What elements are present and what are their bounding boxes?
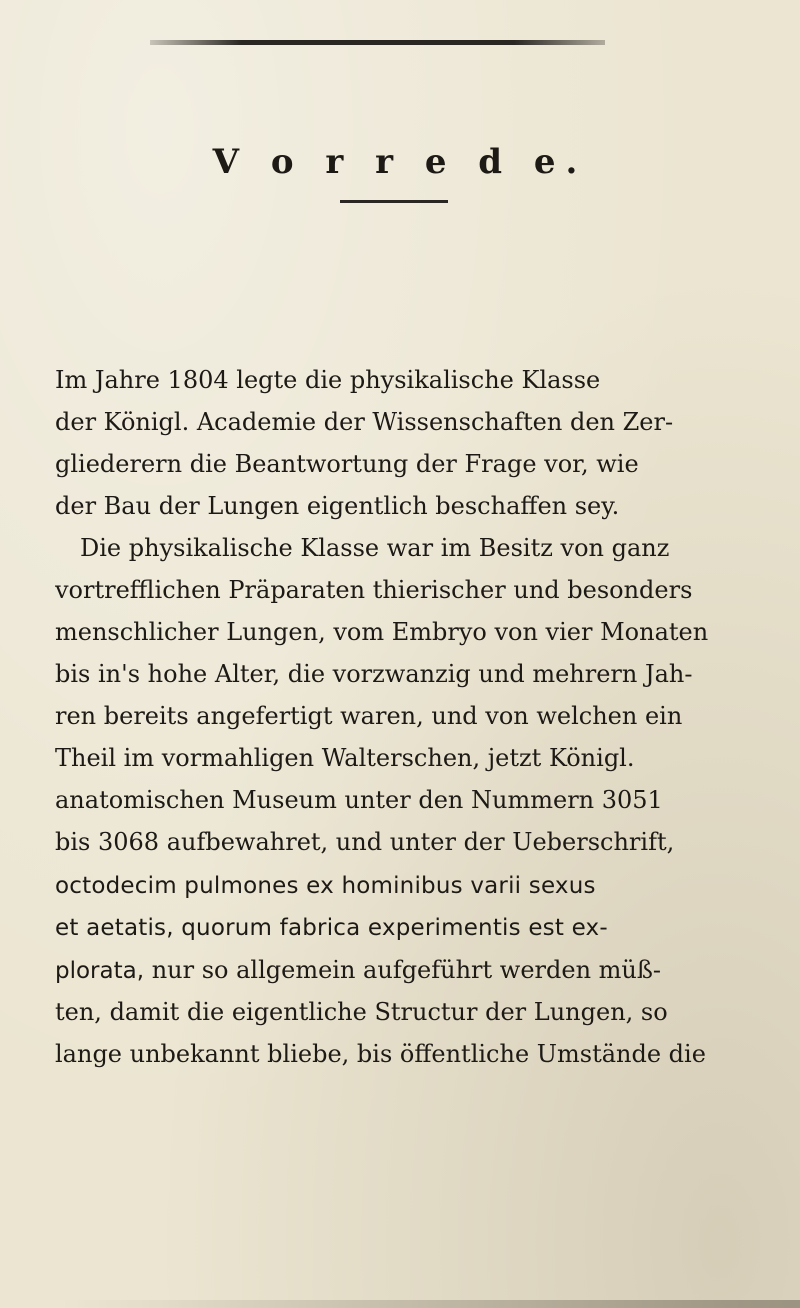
text-line-8: bis in's hohe Alter, die vorzwanzig und mehrern Jah- <box>55 660 693 688</box>
text-line-11: anatomischen Museum unter den Nummern 3051 <box>55 786 663 814</box>
page-heading: V o r r e d e. <box>212 142 588 182</box>
text-line-9: ren bereits angefertigt waren, und von welchen ein <box>55 702 683 730</box>
text-line-10: Theil im vormahligen Walterschen, jetzt Königl. <box>55 744 635 772</box>
text-line-5: Die physikalische Klasse war im Besitz von ganz <box>80 534 670 562</box>
latin-line-2: et aetatis, quorum fabrica experimentis est ex- <box>55 915 608 941</box>
text-line-7: menschlicher Lungen, vom Embryo von vier Monaten <box>55 618 709 646</box>
latin-line-1: octodecim pulmones ex hominibus varii sexus <box>55 873 596 899</box>
text-line-6: vortrefflichen Präparaten thierischer und besonders <box>55 576 693 604</box>
text-line-15: ten, damit die eigentliche Structur der Lungen, so <box>55 998 668 1026</box>
mixed-line-german: nur so allgemein aufgeführt werden müß- <box>151 956 662 984</box>
mixed-line <box>55 955 755 986</box>
text-line-12: bis 3068 aufbewahret, und unter der Ueberschrift, <box>55 828 675 856</box>
text-line-2: der Königl. Academie der Wissenschaften den Zer- <box>55 408 674 436</box>
text-line-16: lange unbekannt bliebe, bis öffentliche Umstände die <box>55 1040 706 1068</box>
text-line-3: gliederern die Beantwortung der Frage vor, wie <box>55 450 639 478</box>
page-bottom-shadow <box>60 1300 800 1308</box>
text-line-4: der Bau der Lungen eigentlich beschaffen sey. <box>55 492 620 520</box>
mixed-line-latin: plorata, <box>55 958 145 984</box>
text-line-1: Im Jahre 1804 legte die physikalische Klasse <box>55 366 601 394</box>
